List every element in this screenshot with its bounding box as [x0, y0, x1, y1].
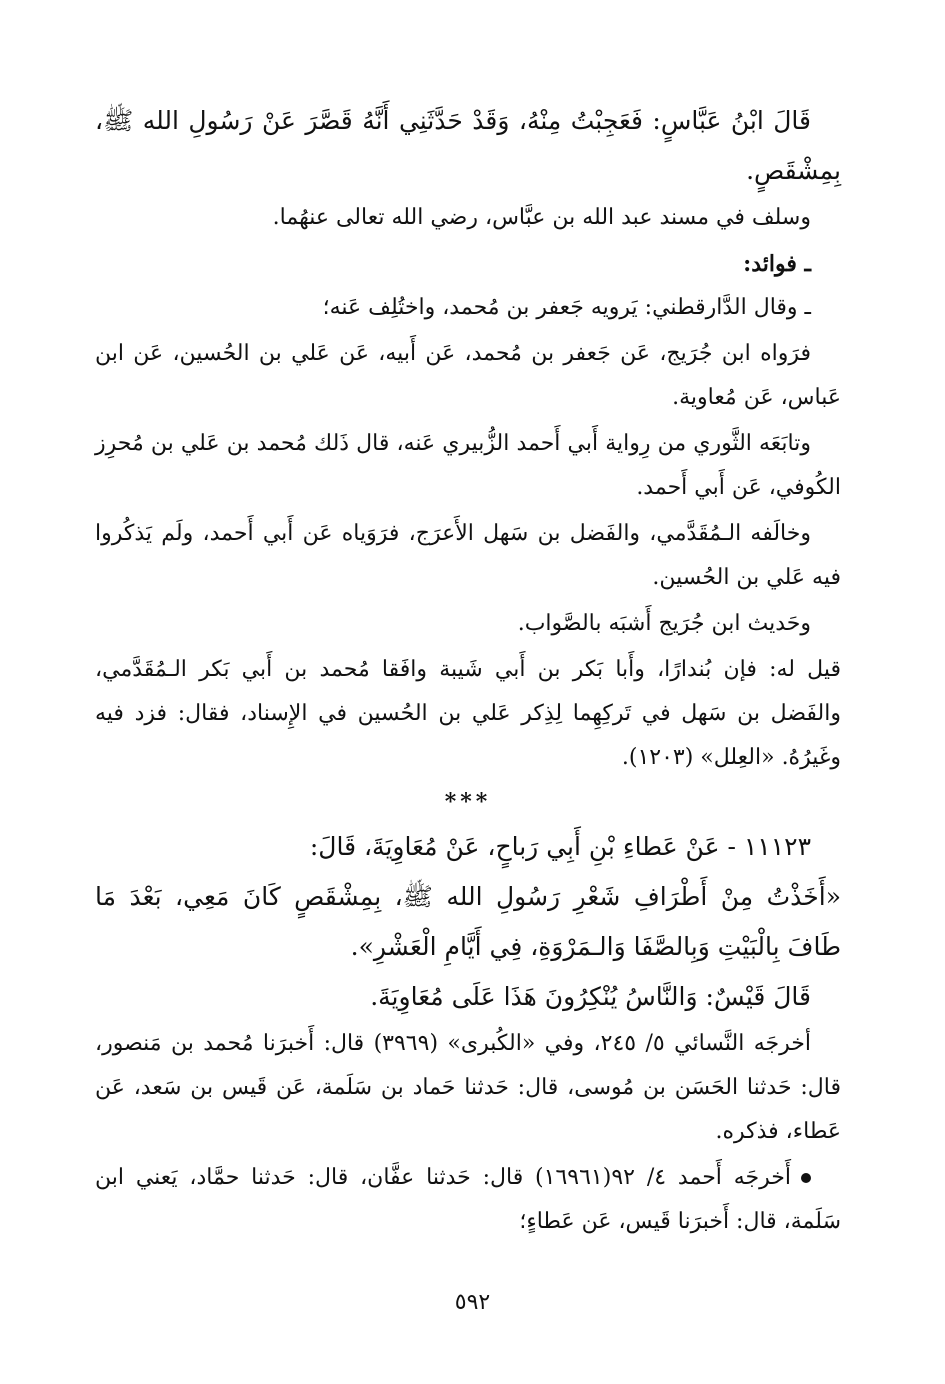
- section-separator: ***: [444, 789, 492, 815]
- bullet-icon: [801, 1173, 811, 1183]
- hadith-number-heading: ١١١٢٣ - عَنْ عَطاءِ بْنِ أَبِي رَباحٍ، عَنْ مُعَاوِيَةَ، قَالَ:: [309, 832, 811, 861]
- reference-note: وسلف في مسند عبد الله بن عبَّاس، رضي الله تعالى عنهُما.: [272, 205, 811, 230]
- preferred-narration: وحَديث ابن جُرَيج أَشبَه بالصَّواب.: [517, 611, 811, 636]
- section-heading-fawaid: ـ فوائد:: [743, 251, 811, 277]
- takhrij-nasai: أخرجَه النَّسائي ٥/ ٢٤٥، وفي «الكُبرى» (٣٩٦٩) قال: أَخبرَنا مُحمد بن مَنصور، قال: حَدثنا الحَسَن بن مُوسى، قال: حَدثنا حَماد بن سَلَمة، عَن قَيس بن سَعد، عَن عَطاء، فذكره.: [95, 1031, 841, 1144]
- page-body: [95, 96, 841, 1246]
- takhrij-ahmad-text: أَخرجَه أَحمد ٤/ ٩٢(١٦٩٦١) قال: حَدثنا عفَّان، قال: حَدثنا حمَّاد، يَعني ابن سَلَمة، قال: أَخبرَنا قَيس، عَن عَطاءٍ؛: [95, 1165, 841, 1234]
- narration-ibn-jurayj: فرَواه ابن جُرَيج، عَن جَعفر بن مُحمد، عَن أَبيه، عَن عَلي بن الحُسين، عَن ابن عَباس، عَن مُعاوية.: [95, 341, 841, 410]
- page-number: ٥٩٢: [454, 1290, 491, 1315]
- daraqutni-statement: ـ وقال الدَّارقطني: يَرويه جَعفر بن مُحمد، واختُلِف عَنه؛: [322, 295, 811, 320]
- hadith-quote-ibn-abbas: قَالَ ابْنُ عَبَّاسٍ: فَعَجِبْتُ مِنْهُ، وَقَدْ حَدَّثَنِي أَنَّهُ قَصَّرَ عَنْ رَسُولِ الله ﷺ، بِمِشْقَصٍ.: [95, 106, 841, 185]
- hadith-qays-comment: قَالَ قَيْسٌ: وَالنَّاسُ يُنْكِرُونَ هَذَا عَلَى مُعَاوِيَةَ.: [370, 982, 811, 1011]
- ilal-citation: قيل له: فإن بُندارًا، وأَبا بَكر بن أَبي شَيبة وافَقا مُحمد بن أَبي بَكر الـمُقَدَّمي، والفَضل بن سَهل في تَركِهِما لِذِكر عَلي بن الحُسين في الإِسناد، فقال: فزد فيه وغَيرُهُ. «العِلل» (١٢٠٣).: [95, 657, 841, 770]
- takhrij-ahmad: [95, 1156, 841, 1244]
- narration-muqaddami: وخالَفه الـمُقَدَّمي، والفَضل بن سَهل الأَعرَج، فرَوَياه عَن أَبي أَحمد، ولَم يَذكُروا فيه عَلي بن الحُسين.: [95, 521, 841, 590]
- hadith-text: «أَخَذْتُ مِنْ أَطْرَافِ شَعْرِ رَسُولِ الله ﷺ، بِمِشْقَصٍ كَانَ مَعِي، بَعْدَ مَا طَافَ بِالْبَيْتِ وَبِالصَّفَا وَالـمَرْوَةِ، فِي أَيَّامِ الْعَشْرِ».: [95, 882, 841, 961]
- narration-thawri: وتابَعَه الثَّوري من رِواية أَبي أَحمد الزُّبيري عَنه، قال ذَلك مُحمد بن عَلي بن مُحرِز الكُوفي، عَن أَبي أَحمد.: [95, 431, 841, 500]
